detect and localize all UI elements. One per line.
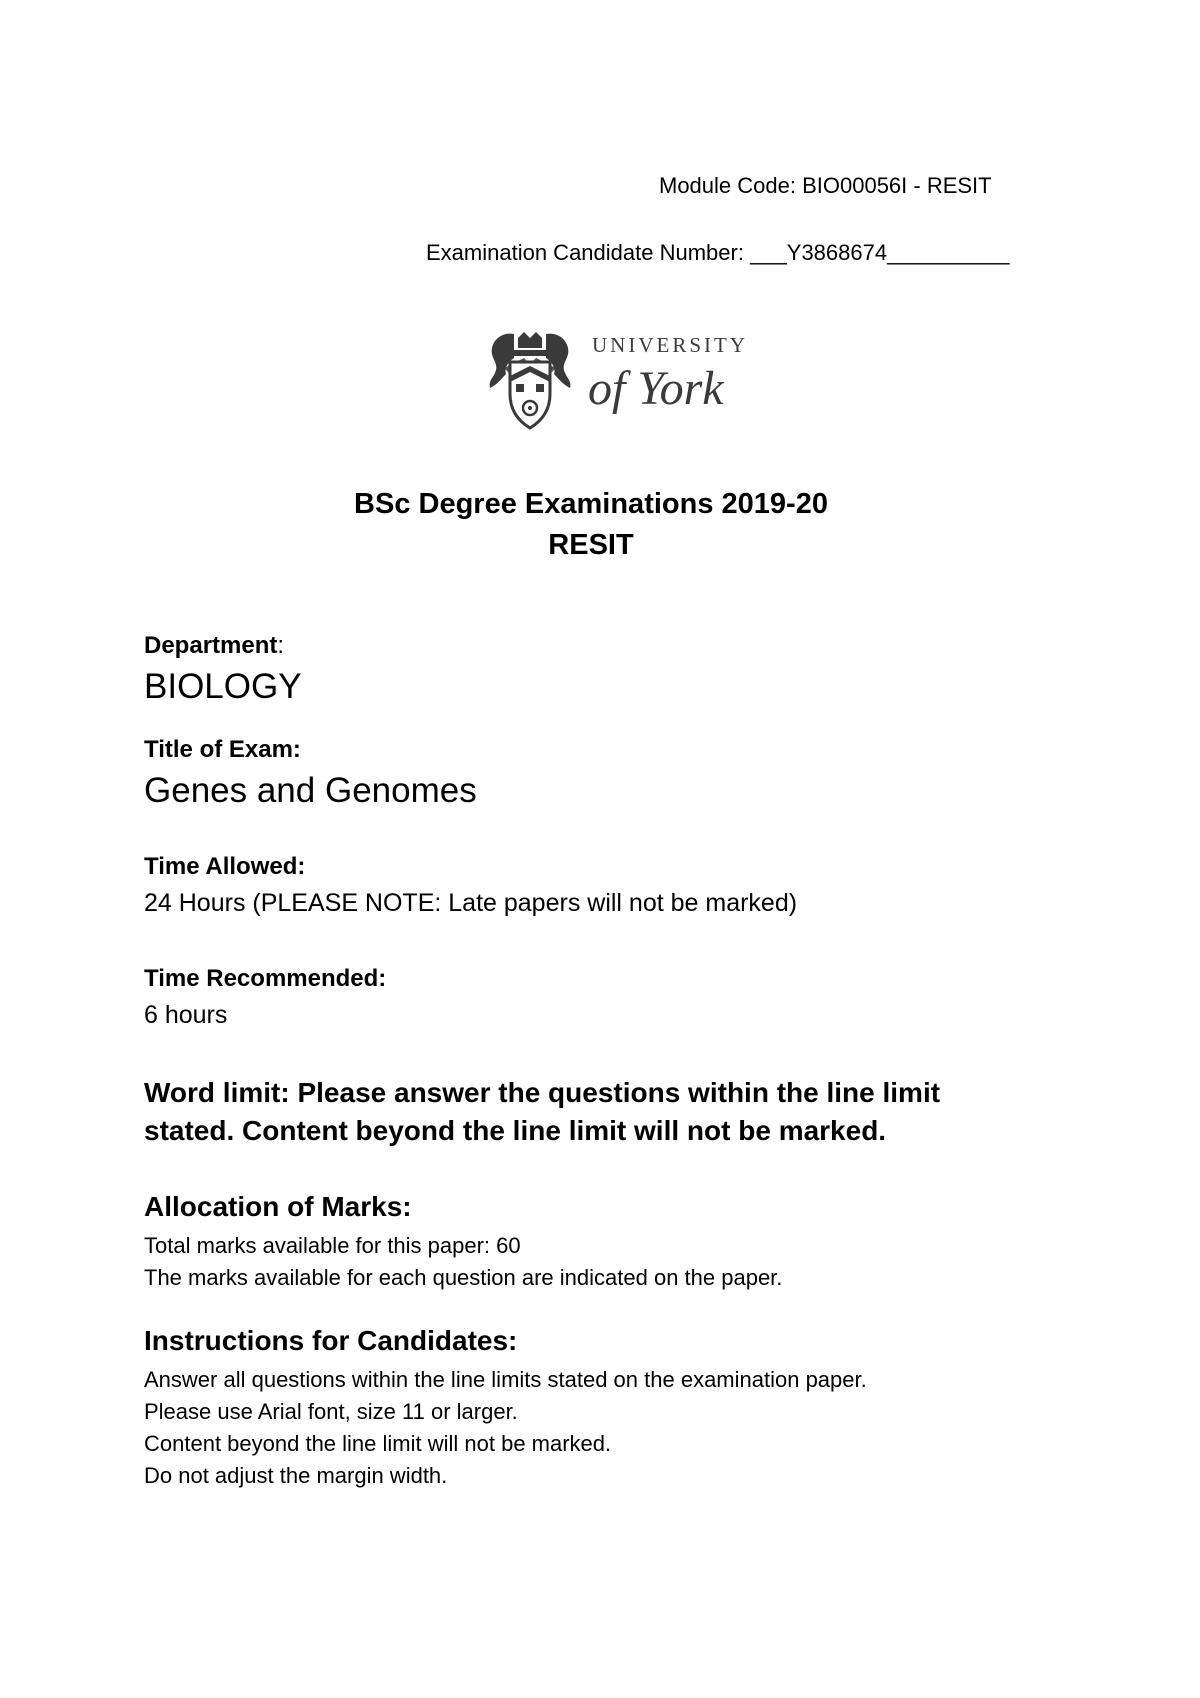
instruction-line: Answer all questions within the line limits stated on the examination paper.: [144, 1367, 867, 1392]
candidate-number-label: Examination Candidate Number:: [426, 240, 751, 265]
exam-title: BSc Degree Examinations 2019-20: [354, 488, 828, 520]
department-colon: :: [277, 632, 285, 659]
title-of-exam-label: Title of Exam:: [144, 736, 301, 763]
svg-text:of York: of York: [588, 362, 724, 415]
allocation-lines: [144, 1230, 782, 1294]
university-logo: [484, 328, 750, 432]
university-crest-icon: [484, 328, 750, 432]
department-label-line: [144, 632, 284, 660]
candidate-number-line: [426, 240, 1009, 266]
time-allowed-label: Time Allowed:: [144, 853, 306, 880]
department-label: Department: [144, 632, 278, 659]
time-recommended-label: Time Recommended:: [144, 965, 387, 992]
allocation-label: Allocation of Marks:: [144, 1191, 412, 1222]
allocation-line: The marks available for each question are indicated on the paper.: [144, 1265, 783, 1290]
instructions-lines: [144, 1364, 867, 1492]
word-limit-note: Word limit: Please answer the questions within the line limit stated. Content beyond the line limit will not be marked.: [144, 1077, 941, 1146]
candidate-number-value: ___Y3868674__________: [750, 240, 1010, 265]
instruction-line: Content beyond the line limit will not be marked.: [144, 1431, 612, 1456]
instructions-label: Instructions for Candidates:: [144, 1325, 518, 1356]
module-code: Module Code: BIO00056I - RESIT: [659, 173, 992, 198]
instruction-line: Please use Arial font, size 11 or larger.: [144, 1399, 518, 1424]
svg-text:UNIVERSITY: UNIVERSITY: [592, 333, 748, 357]
title-of-exam-value: Genes and Genomes: [144, 771, 477, 810]
allocation-line: Total marks available for this paper: 60: [144, 1233, 521, 1258]
department-value: BIOLOGY: [144, 667, 302, 706]
time-recommended-value: 6 hours: [144, 1001, 228, 1029]
instruction-line: Do not adjust the margin width.: [144, 1463, 448, 1488]
exam-subtitle: RESIT: [548, 529, 634, 561]
time-allowed-value: 24 Hours (PLEASE NOTE: Late papers will not be marked): [144, 889, 798, 917]
